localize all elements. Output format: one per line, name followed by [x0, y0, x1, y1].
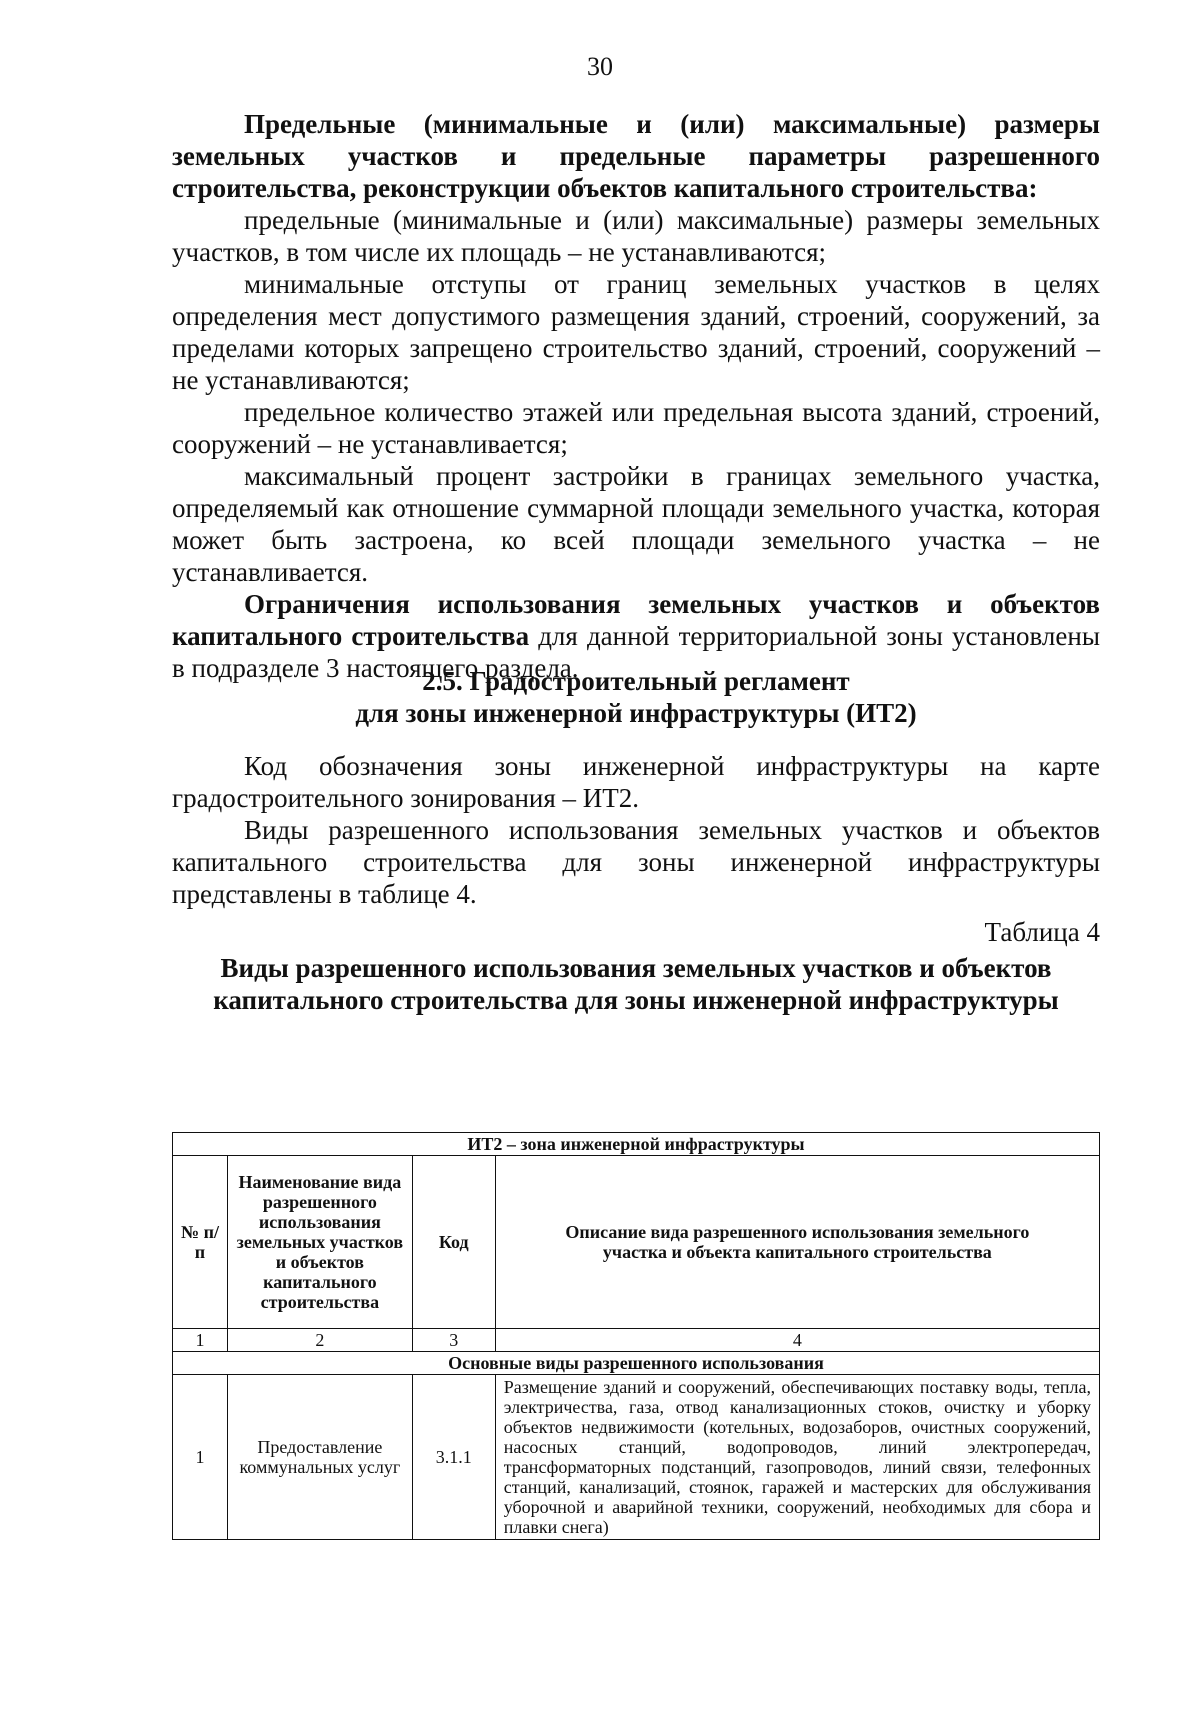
- table-title-line2: капитального строительства для зоны инженерной инфраструктуры: [213, 985, 1059, 1015]
- col-number-4: 4: [495, 1329, 1099, 1352]
- restrictions-rest: для данной территориальной зоны установлены в подразделе 3 настоящего раздела.: [172, 621, 1100, 683]
- paragraph-setbacks: минимальные отступы от границ земельных участков в целях определения мест допустимого размещения зданий, строений, сооружений, за пределами которых запрещено строительство зданий, строений, сооружений – не устанавливаются;: [172, 269, 1100, 395]
- page-number: 30: [587, 52, 613, 81]
- parameters-heading-paragraph: [172, 108, 1100, 204]
- zone-header: ИТ2 – зона инженерной инфраструктуры: [173, 1133, 1100, 1156]
- row-name: Предоставление коммунальных услуг: [227, 1375, 412, 1540]
- paragraph-zone-code: Код обозначения зоны инженерной инфраструктуры на карте градостроительного зонирования – ИТ2.: [172, 751, 1100, 813]
- table-zone-header-row: [173, 1133, 1100, 1156]
- group-header: Основные виды разрешенного использования: [173, 1352, 1100, 1375]
- section-heading: [172, 665, 1100, 729]
- table-title-line1: Виды разрешенного использования земельных участков и объектов: [220, 953, 1052, 983]
- parameters-heading: Предельные (минимальные и (или) максимальные) размеры земельных участков и предельные параметры разрешенного строительства, реконструкции объектов капитального строительства:: [172, 109, 1100, 203]
- row-description: Размещение зданий и сооружений, обеспечивающих поставку воды, тепла, электричества, газа, отвод канализационных стоков, очистку и уборку объектов недвижимости (котельных, водозаборов, очистных сооружений, насосных станций, водопроводов, линий электропередач, трансформаторных подстанций, газопроводов, линий связи, телефонных станций, канализаций, стоянок, гаражей и мастерских для обслуживания уборочной и аварийной техники, сооружений, необходимых для сбора и плавки снега): [495, 1375, 1099, 1540]
- col-header-number: № п/п: [173, 1156, 228, 1329]
- table-column-header-row: [173, 1156, 1100, 1329]
- paragraph-plot-sizes: предельные (минимальные и (или) максимальные) размеры земельных участков, в том числе их площадь – не устанавливаются;: [172, 205, 1100, 267]
- table-title: [172, 952, 1100, 1016]
- table-row: [173, 1375, 1100, 1540]
- row-code: 3.1.1: [412, 1375, 495, 1540]
- table-label: Таблица 4: [984, 917, 1100, 947]
- paragraph-coverage: максимальный процент застройки в границах земельного участка, определяемый как отношение суммарной площади земельного участка, которая может быть застроена, ко всей площади земельного участка – не устанавливается.: [172, 461, 1100, 587]
- section-title-line1: 2.5. Градостроительный регламент: [422, 666, 850, 696]
- table-column-numbers-row: [173, 1329, 1100, 1352]
- col-number-2: 2: [227, 1329, 412, 1352]
- section-title-line2: для зоны инженерной инфраструктуры (ИТ2): [355, 698, 917, 728]
- permitted-uses-table: [172, 1132, 1100, 1540]
- paragraph-floors: предельное количество этажей или предельная высота зданий, строений, сооружений – не устанавливается;: [172, 397, 1100, 459]
- col-number-1: 1: [173, 1329, 228, 1352]
- col-header-description: Описание вида разрешенного использования земельного участка и объекта капитального строительства: [495, 1156, 1099, 1329]
- col-header-code: Код: [412, 1156, 495, 1329]
- row-number: 1: [173, 1375, 228, 1540]
- col-header-name: Наименование вида разрешенного использования земельных участков и объектов капитального строительства: [227, 1156, 412, 1329]
- section-body: [172, 750, 1100, 948]
- paragraph-table-intro: Виды разрешенного использования земельных участков и объектов капитального строительства для зоны инженерной инфраструктуры представлены в таблице 4.: [172, 815, 1100, 909]
- col-number-3: 3: [412, 1329, 495, 1352]
- body-text-block: [172, 108, 1100, 684]
- table-group-header-row: [173, 1352, 1100, 1375]
- restrictions-bold: Ограничения использования земельных участков и объектов капитального строительства: [172, 589, 1100, 651]
